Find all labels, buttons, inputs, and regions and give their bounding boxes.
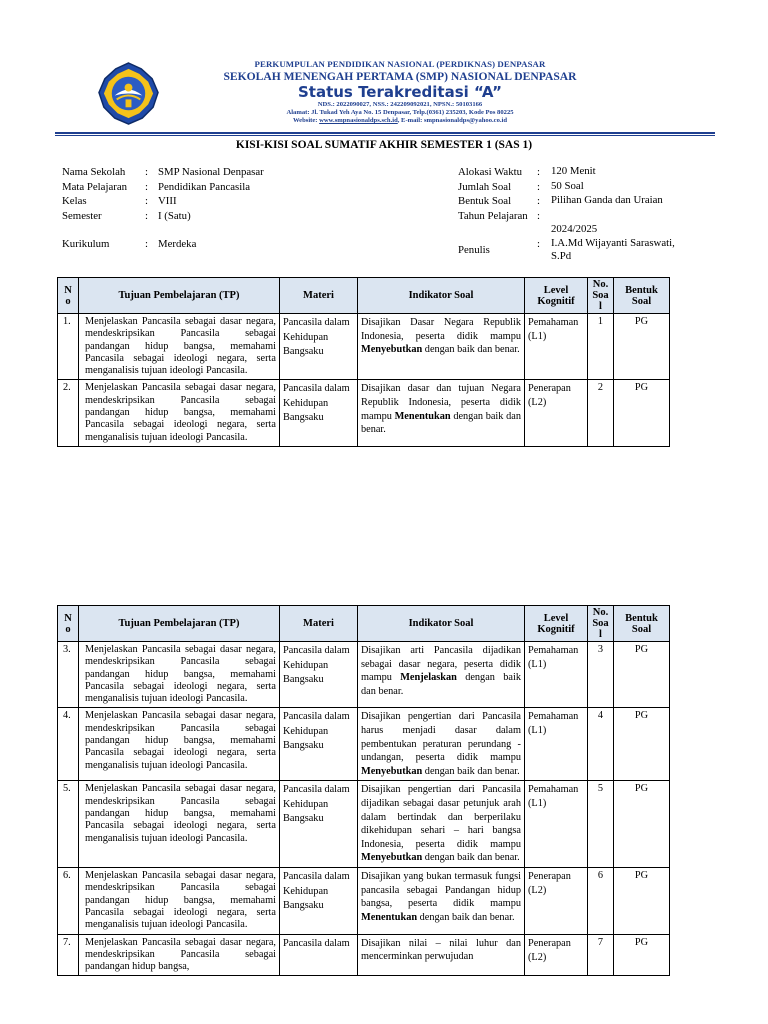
header-no-soal: No. Soa l (588, 278, 614, 314)
cell-no-soal: 4 (588, 708, 614, 781)
indikator-text-end: dengan baik dan benar. (422, 765, 520, 777)
cell-bentuk: PG (614, 380, 670, 446)
meta-left-colon: : (145, 238, 148, 250)
cell-materi: Pancasila dalam Kehidupan Bangsaku (280, 642, 358, 708)
header-materi: Materi (280, 278, 358, 314)
indikator-text: Disajikan arti Pancasila dijadikan sebagai dasar negara, peserta didik mampu (361, 645, 521, 684)
meta-right-value: I.A.Md Wijayanti Saraswati, S.Pd (551, 236, 675, 262)
letterhead-rule (55, 132, 715, 134)
email-address: smpnasionaldps@yahoo.co.id (423, 117, 508, 125)
meta-right-row (458, 209, 718, 237)
indikator-text: Disajikan nilai – nilai luhur dan mencerminkan perwujudan (361, 937, 521, 963)
meta-left-colon: : (145, 209, 148, 222)
table-header-row (58, 606, 670, 642)
cell-tp: Menjelaskan Pancasila sebagai dasar negara, mendeskripsikan Pancasila sebagai pandangan hidup bangsa, memahami Pancasila sebagai ideologi negara, serta menganalisis tujuan ideologi Pancasila. (79, 314, 280, 380)
accreditation-status: Status Terakreditasi “A” (297, 83, 503, 102)
cell-no: 4. (58, 708, 79, 781)
header-no-soal: No. Soa l (588, 606, 614, 642)
meta-left-value: Merdeka (158, 238, 197, 250)
meta-left-value: Pendidikan Pancasila (158, 180, 251, 193)
indikator-verb: Menyebutkan (361, 765, 423, 777)
cell-indikator (358, 868, 525, 934)
cell-level: Pemahaman (L1) (525, 781, 588, 868)
meta-right-row (458, 237, 718, 265)
cell-level: Pemahaman (L1) (525, 642, 588, 708)
meta-right-colon: : (537, 209, 540, 222)
cell-level: Penerapan (L2) (525, 380, 588, 446)
header-materi: Materi (280, 606, 358, 642)
indikator-verb: Menentukan (394, 410, 451, 422)
meta-left-value: VIII (158, 195, 177, 207)
cell-level: Pemahaman (L1) (525, 708, 588, 781)
indikator-text: Disajikan Dasar Negara Republik Indonesia, peserta didik mampu (361, 317, 521, 342)
meta-right-key: Penulis (458, 243, 490, 256)
header-tp: Tujuan Pembelajaran (TP) (79, 278, 280, 314)
meta-left-row (62, 194, 382, 209)
table-row (58, 934, 670, 976)
cell-indikator (358, 642, 525, 708)
meta-left-value: I (Satu) (158, 209, 191, 222)
cell-no-soal: 1 (588, 314, 614, 380)
cell-no: 5. (58, 781, 79, 868)
meta-left-key: Mata Pelajaran (62, 180, 128, 193)
cell-bentuk: PG (614, 868, 670, 934)
cell-no: 6. (58, 868, 79, 934)
meta-right-colon: : (537, 166, 540, 178)
cell-materi: Pancasila dalam Kehidupan Bangsaku (280, 380, 358, 446)
school-contact (190, 117, 610, 125)
meta-right-colon: : (537, 180, 540, 193)
header-no: N o (58, 278, 79, 314)
meta-right-row (458, 165, 718, 180)
meta-left-colon: : (145, 180, 148, 193)
cell-tp: Menjelaskan Pancasila sebagai dasar negara, mendeskripsikan Pancasila sebagai pandangan hidup bangsa, memahami Pancasila sebagai ideologi negara, serta menganalisis tujuan ideologi Pancasila. (79, 708, 280, 781)
header-no: N o (58, 606, 79, 642)
meta-left-key: Nama Sekolah (62, 166, 126, 178)
cell-no-soal: 6 (588, 868, 614, 934)
header-bentuk: Bentuk Soal (614, 278, 670, 314)
header-level: Level Kognitif (525, 278, 588, 314)
website-link[interactable]: www.smpnasionaldps.sch.id (319, 117, 398, 125)
meta-right-row (458, 180, 718, 195)
indikator-text-end: dengan baik dan benar. (417, 911, 515, 923)
header-indikator: Indikator Soal (358, 278, 525, 314)
meta-right-value: Pilihan Ganda dan Uraian (551, 194, 663, 206)
table-header-row (58, 278, 670, 314)
org-name: PERKUMPULAN PENDIDIKAN NASIONAL (PERDIKNAS) DENPASAR (254, 59, 546, 69)
meta-right-colon: : (537, 237, 540, 250)
meta-left-row (62, 165, 382, 180)
cell-materi: Pancasila dalam Kehidupan Bangsaku (280, 781, 358, 868)
cell-level: Pemahaman (L1) (525, 314, 588, 380)
indikator-text-end: dengan baik dan benar. (422, 344, 520, 356)
meta-left-row (62, 209, 382, 224)
meta-left-colon: : (145, 166, 148, 178)
cell-bentuk: PG (614, 781, 670, 868)
header-bentuk: Bentuk Soal (614, 606, 670, 642)
cell-bentuk: PG (614, 708, 670, 781)
indikator-verb: Menjelaskan (400, 672, 457, 684)
table-row (58, 642, 670, 708)
cell-no: 1. (58, 314, 79, 380)
cell-tp: Menjelaskan Pancasila sebagai dasar negara, mendeskripsikan Pancasila sebagai pandangan hidup bangsa, memahami Pancasila sebagai ideologi negara, serta menganalisis tujuan ideologi Pancasila. (79, 868, 280, 934)
meta-right-value: 2024/2025 (551, 222, 598, 235)
email-label: , E-mail: (397, 117, 424, 125)
school-crest-icon (97, 62, 160, 125)
meta-right-row (458, 194, 718, 209)
letterhead (190, 60, 610, 126)
cell-tp: Menjelaskan Pancasila sebagai dasar negara, mendeskripsikan Pancasila sebagai pandangan hidup bangsa, memahami Pancasila sebagai ideologi negara, serta menganalisis tujuan ideologi Pancasila. (79, 781, 280, 868)
cell-indikator (358, 380, 525, 446)
document-title: KISI-KISI SOAL SUMATIF AKHIR SEMESTER 1 (SAS 1) (235, 139, 533, 151)
meta-left-row (62, 237, 382, 252)
header-indikator: Indikator Soal (358, 606, 525, 642)
meta-right-key: Jumlah Soal (458, 180, 512, 193)
meta-right-value: 120 Menit (551, 165, 596, 177)
kisi-table-1 (57, 277, 670, 447)
cell-materi: Pancasila dalam Kehidupan Bangsaku (280, 708, 358, 781)
cell-no: 3. (58, 642, 79, 708)
cell-level: Penerapan (L2) (525, 934, 588, 976)
meta-left-key: Kurikulum (62, 238, 110, 250)
indikator-text: Disajikan pengertian dari Pancasila dijadikan sebagai dasar petunjuk arah dalam bertindak dan berperilaku dikehidupan sehari – hari bangsa Indonesia, peserta didik mampu (361, 784, 521, 850)
meta-left-value: SMP Nasional Denpasar (158, 166, 264, 178)
indikator-text: Disajikan dasar dan tujuan Negara Republik Indonesia, peserta didik mampu (361, 383, 521, 422)
cell-level: Penerapan (L2) (525, 868, 588, 934)
school-ids: NDS.: 2022090027, NSS.: 242209092021, NPSN.: 50103166 (317, 100, 483, 108)
cell-indikator (358, 934, 525, 976)
indikator-text-end: dengan baik dan benar. (361, 672, 521, 697)
cell-indikator (358, 708, 525, 781)
cell-materi: Pancasila dalam (280, 934, 358, 976)
cell-materi: Pancasila dalam Kehidupan Bangsaku (280, 868, 358, 934)
cell-indikator (358, 781, 525, 868)
letterhead-rule-thin (55, 135, 715, 136)
indikator-text: Disajikan pengertian dari Pancasila harus menjadi dasar dalam pembentukan peraturan perundang - undangan, peserta didik mampu (361, 711, 521, 764)
indikator-verb: Menentukan (361, 911, 418, 923)
meta-right-colon: : (537, 195, 540, 207)
indikator-verb: Menyebutkan (361, 852, 423, 864)
cell-materi: Pancasila dalam Kehidupan Bangsaku (280, 314, 358, 380)
website-label: Website: (292, 117, 320, 125)
header-level: Level Kognitif (525, 606, 588, 642)
table-row (58, 868, 670, 934)
meta-left (62, 165, 382, 252)
meta-left-row (62, 180, 382, 195)
meta-right-key: Bentuk Soal (458, 195, 512, 207)
cell-tp: Menjelaskan Pancasila sebagai dasar negara, mendeskripsikan Pancasila sebagai pandangan hidup bangsa, (79, 934, 280, 976)
cell-no: 7. (58, 934, 79, 976)
meta-left-colon: : (145, 195, 148, 207)
cell-bentuk: PG (614, 642, 670, 708)
meta-left-key: Kelas (62, 195, 87, 207)
meta-right (458, 165, 718, 265)
table-row (58, 781, 670, 868)
cell-no-soal: 2 (588, 380, 614, 446)
cell-bentuk: PG (614, 314, 670, 380)
cell-tp: Menjelaskan Pancasila sebagai dasar negara, mendeskripsikan Pancasila sebagai pandangan hidup bangsa, memahami Pancasila sebagai ideologi negara, serta menganalisis tujuan ideologi Pancasila. (79, 380, 280, 446)
meta-right-key: Alokasi Waktu (458, 166, 523, 178)
table-row (58, 314, 670, 380)
kisi-table-2 (57, 605, 670, 976)
header-tp: Tujuan Pembelajaran (TP) (79, 606, 280, 642)
cell-tp: Menjelaskan Pancasila sebagai dasar negara, mendeskripsikan Pancasila sebagai pandangan hidup bangsa, memahami Pancasila sebagai ideologi negara, serta menganalisis tujuan ideologi Pancasila. (79, 642, 280, 708)
cell-bentuk: PG (614, 934, 670, 976)
indikator-text-end: dengan baik dan benar. (361, 410, 521, 436)
indikator-text: Disajikan yang bukan termasuk fungsi pancasila sebagai Pandangan hidup bangsa, peserta didik mampu (361, 871, 521, 910)
cell-no-soal: 3 (588, 642, 614, 708)
meta-left-key: Semester (62, 209, 102, 222)
indikator-text-end: dengan baik dan benar. (422, 852, 520, 864)
cell-indikator (358, 314, 525, 380)
table-row (58, 380, 670, 446)
school-address: Alamat: Jl. Tukad Yeh Aya No. 15 Denpasar, Telp.(0361) 235203, Kode Pos 80225 (286, 109, 514, 117)
meta-right-key: Tahun Pelajaran (458, 209, 528, 222)
cell-no: 2. (58, 380, 79, 446)
indikator-verb: Menyebutkan (361, 344, 423, 356)
table-row (58, 708, 670, 781)
cell-no-soal: 5 (588, 781, 614, 868)
meta-right-value: 50 Soal (551, 179, 584, 192)
school-name: SEKOLAH MENENGAH PERTAMA (SMP) NASIONAL DENPASAR (223, 69, 577, 83)
cell-no-soal: 7 (588, 934, 614, 976)
